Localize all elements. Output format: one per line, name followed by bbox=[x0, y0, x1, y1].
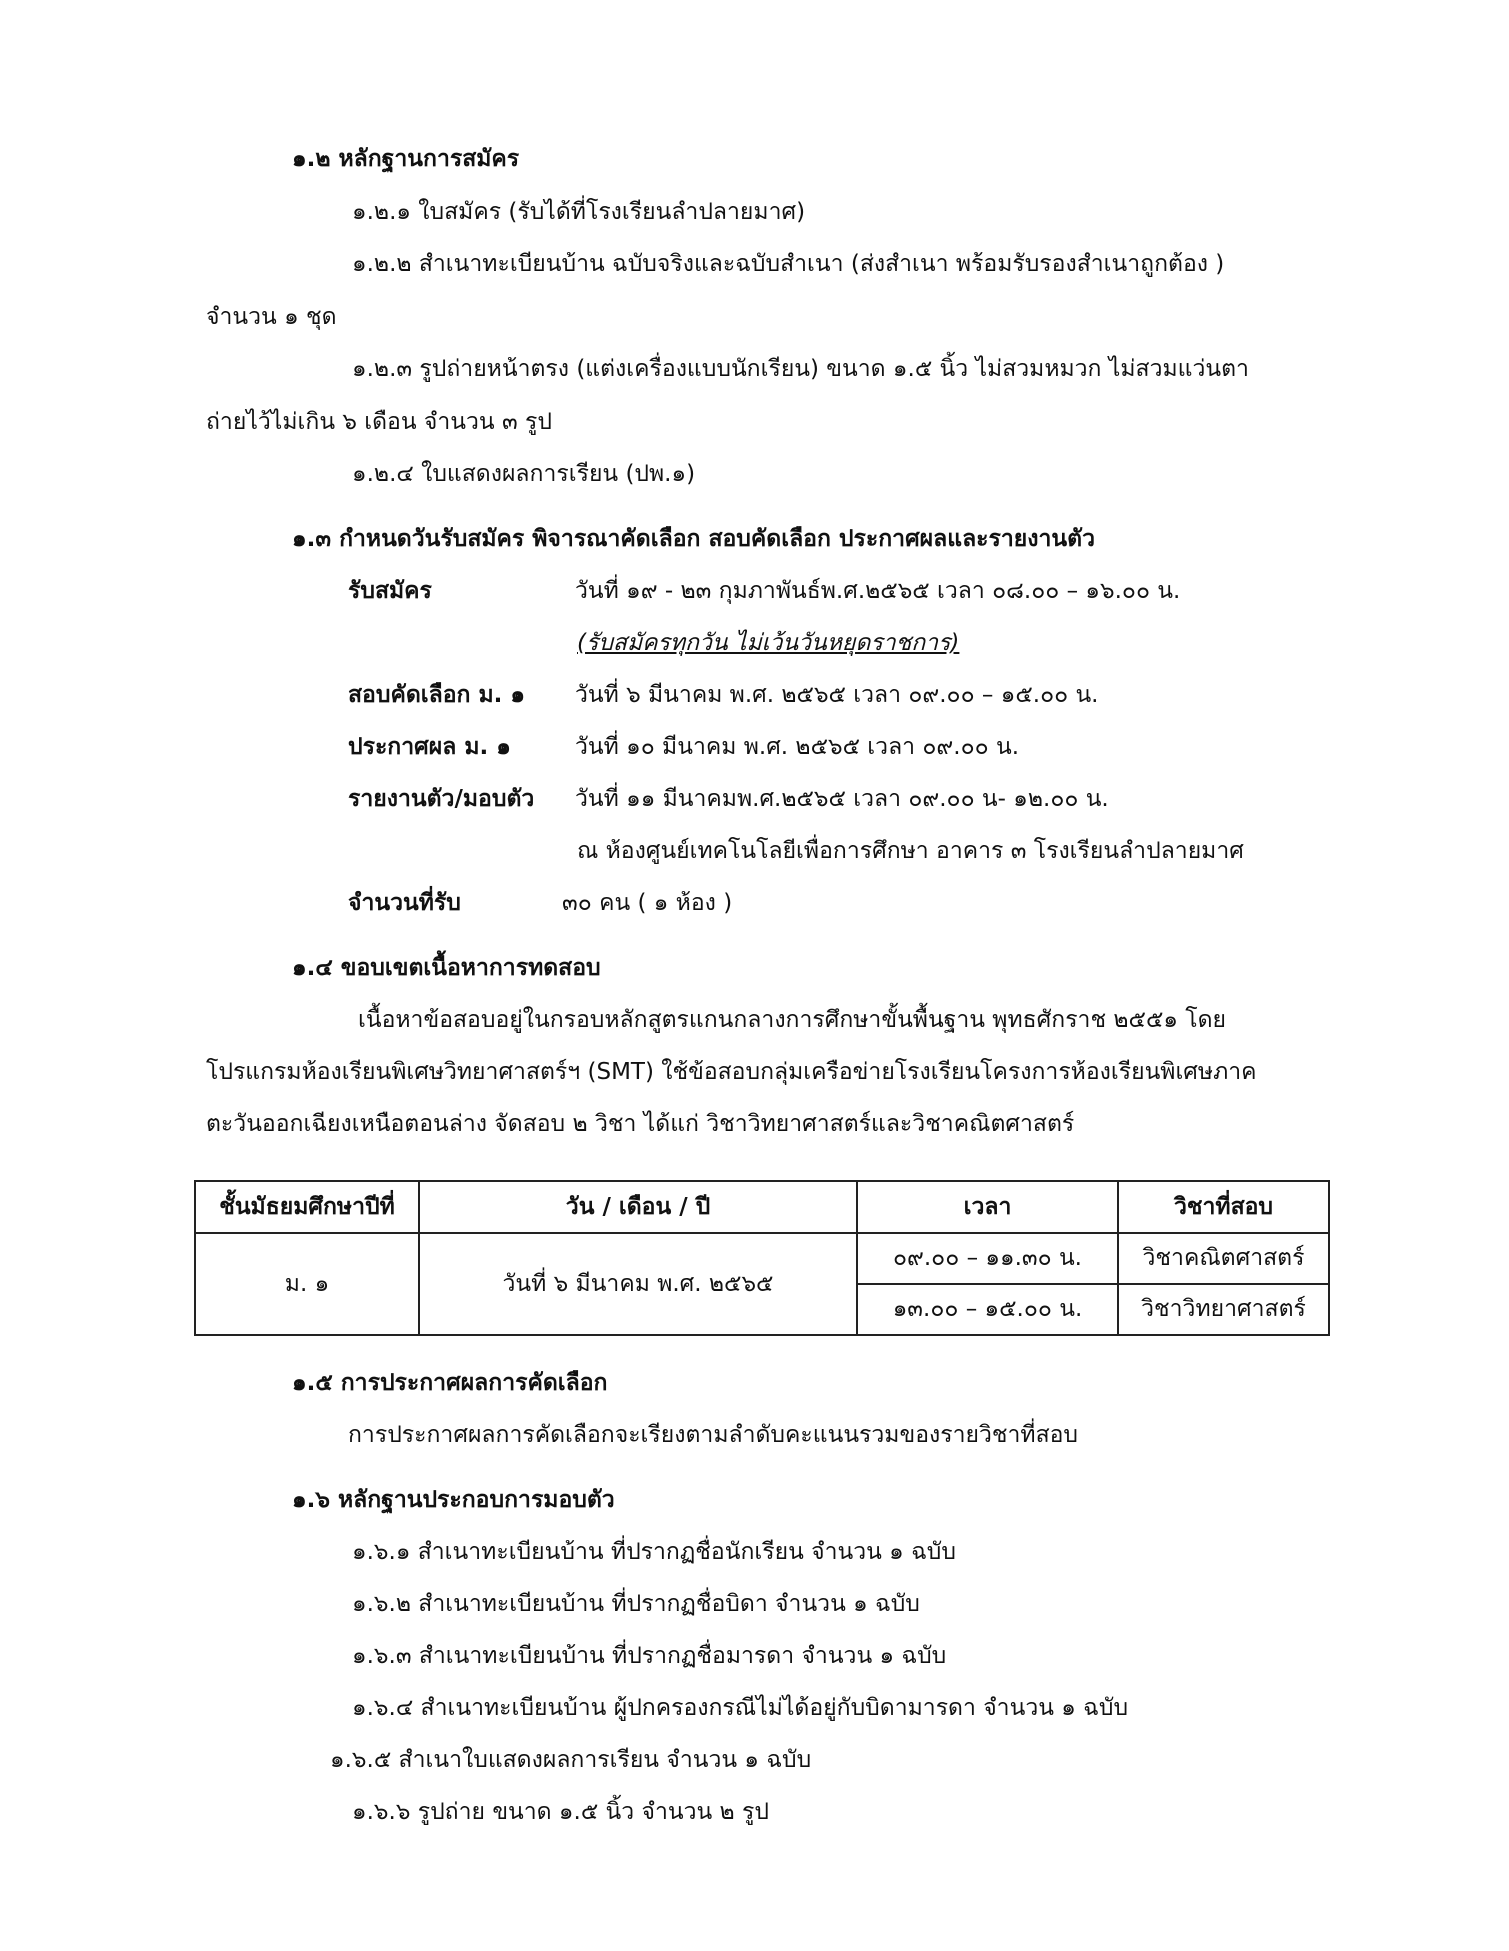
section-heading-1-6: ๑.๖ หลักฐานประกอบการมอบตัว bbox=[292, 1487, 615, 1513]
paragraph-line: โปรแกรมห้องเรียนพิเศษวิทยาศาสตร์ฯ (SMT) ใช้ข้อสอบกลุ่มเครือข่ายโรงเรียนโครงการห้องเรียนพิเศษภาค bbox=[206, 1059, 1257, 1085]
schedule-label-quota: จำนวนที่รับ bbox=[348, 890, 461, 916]
schedule-label-report: รายงานตัว/มอบตัว bbox=[348, 786, 535, 812]
list-item: ๑.๖.๔ สำเนาทะเบียนบ้าน ผู้ปกครองกรณีไม่ได้อยู่กับบิดามารดา จำนวน ๑ ฉบับ bbox=[352, 1695, 1129, 1721]
table-cell-time: ๑๓.๐๐ – ๑๕.๐๐ น. bbox=[857, 1284, 1118, 1335]
table-header-row bbox=[195, 1181, 1329, 1233]
exam-schedule-table bbox=[194, 1180, 1330, 1336]
list-item: ๑.๒.๔ ใบแสดงผลการเรียน (ปพ.๑) bbox=[352, 461, 696, 487]
schedule-value-announce: วันที่ ๑๐ มีนาคม พ.ศ. ๒๕๖๕ เวลา ๐๙.๐๐ น. bbox=[575, 734, 1020, 760]
schedule-note-apply: (รับสมัครทุกวัน ไม่เว้นวันหยุดราชการ) bbox=[577, 630, 960, 656]
list-item: ๑.๒.๓ รูปถ่ายหน้าตรง (แต่งเครื่องแบบนักเรียน) ขนาด ๑.๕ นิ้ว ไม่สวมหมวก ไม่สวมแว่นตา bbox=[352, 356, 1249, 382]
paragraph-line: การประกาศผลการคัดเลือกจะเรียงตามลำดับคะแนนรวมของรายวิชาที่สอบ bbox=[348, 1422, 1079, 1448]
list-item: ๑.๖.๑ สำเนาทะเบียนบ้าน ที่ปรากฏชื่อนักเรียน จำนวน ๑ ฉบับ bbox=[352, 1539, 956, 1565]
table-cell-time: ๐๙.๐๐ – ๑๑.๓๐ น. bbox=[857, 1233, 1118, 1284]
table-header-cell: วัน / เดือน / ปี bbox=[419, 1181, 857, 1233]
schedule-value-exam: วันที่ ๖ มีนาคม พ.ศ. ๒๕๖๕ เวลา ๐๙.๐๐ – ๑๕.๐๐ น. bbox=[575, 682, 1099, 708]
paragraph-line: ตะวันออกเฉียงเหนือตอนล่าง จัดสอบ ๒ วิชา ได้แก่ วิชาวิทยาศาสตร์และวิชาคณิตศาสตร์ bbox=[206, 1111, 1075, 1137]
list-item: ๑.๖.๖ รูปถ่าย ขนาด ๑.๕ นิ้ว จำนวน ๒ รูป bbox=[352, 1799, 769, 1825]
schedule-label-announce: ประกาศผล ม. ๑ bbox=[348, 734, 511, 760]
section-heading-1-3: ๑.๓ กำหนดวันรับสมัคร พิจารณาคัดเลือก สอบคัดเลือก ประกาศผลและรายงานตัว bbox=[292, 526, 1095, 552]
schedule-label-exam: สอบคัดเลือก ม. ๑ bbox=[348, 682, 525, 708]
list-item-continuation: ถ่ายไว้ไม่เกิน ๖ เดือน จำนวน ๓ รูป bbox=[206, 409, 552, 435]
list-item: ๑.๒.๑ ใบสมัคร (รับได้ที่โรงเรียนลำปลายมาศ) bbox=[352, 199, 806, 225]
schedule-report-place: ณ ห้องศูนย์เทคโนโลยีเพื่อการศึกษา อาคาร ๓ โรงเรียนลำปลายมาศ bbox=[577, 838, 1244, 864]
list-item: ๑.๖.๕ สำเนาใบแสดงผลการเรียน จำนวน ๑ ฉบับ bbox=[330, 1747, 812, 1773]
section-heading-1-4: ๑.๔ ขอบเขตเนื้อหาการทดสอบ bbox=[292, 955, 601, 981]
list-item: ๑.๒.๒ สำเนาทะเบียนบ้าน ฉบับจริงและฉบับสำเนา (ส่งสำเนา พร้อมรับรองสำเนาถูกต้อง ) bbox=[352, 251, 1225, 277]
table-header-cell: วิชาที่สอบ bbox=[1118, 1181, 1329, 1233]
list-item-continuation: จำนวน ๑ ชุด bbox=[206, 304, 337, 330]
table-cell-subject: วิชาคณิตศาสตร์ bbox=[1118, 1233, 1329, 1284]
schedule-label-apply: รับสมัคร bbox=[348, 578, 432, 604]
table-cell-grade: ม. ๑ bbox=[195, 1233, 419, 1335]
table-header-cell: ชั้นมัธยมศึกษาปีที่ bbox=[195, 1181, 419, 1233]
table-header-cell: เวลา bbox=[857, 1181, 1118, 1233]
table-row bbox=[195, 1233, 1329, 1284]
paragraph-line: เนื้อหาข้อสอบอยู่ในกรอบหลักสูตรแกนกลางการศึกษาขั้นพื้นฐาน พุทธศักราช ๒๕๕๑ โดย bbox=[358, 1007, 1227, 1033]
section-heading-1-2: ๑.๒ หลักฐานการสมัคร bbox=[292, 146, 520, 172]
section-heading-1-5: ๑.๕ การประกาศผลการคัดเลือก bbox=[292, 1370, 608, 1396]
schedule-value-quota: ๓๐ คน ( ๑ ห้อง ) bbox=[562, 890, 733, 916]
list-item: ๑.๖.๓ สำเนาทะเบียนบ้าน ที่ปรากฏชื่อมารดา จำนวน ๑ ฉบับ bbox=[352, 1643, 947, 1669]
table-cell-date: วันที่ ๖ มีนาคม พ.ศ. ๒๕๖๕ bbox=[419, 1233, 857, 1335]
schedule-value-apply: วันที่ ๑๙ - ๒๓ กุมภาพันธ์พ.ศ.๒๕๖๕ เวลา ๐๘.๐๐ – ๑๖.๐๐ น. bbox=[575, 578, 1181, 604]
schedule-value-report: วันที่ ๑๑ มีนาคมพ.ศ.๒๕๖๕ เวลา ๐๙.๐๐ น- ๑๒.๐๐ น. bbox=[575, 786, 1109, 812]
list-item: ๑.๖.๒ สำเนาทะเบียนบ้าน ที่ปรากฏชื่อบิดา จำนวน ๑ ฉบับ bbox=[352, 1591, 920, 1617]
table-cell-subject: วิชาวิทยาศาสตร์ bbox=[1118, 1284, 1329, 1335]
